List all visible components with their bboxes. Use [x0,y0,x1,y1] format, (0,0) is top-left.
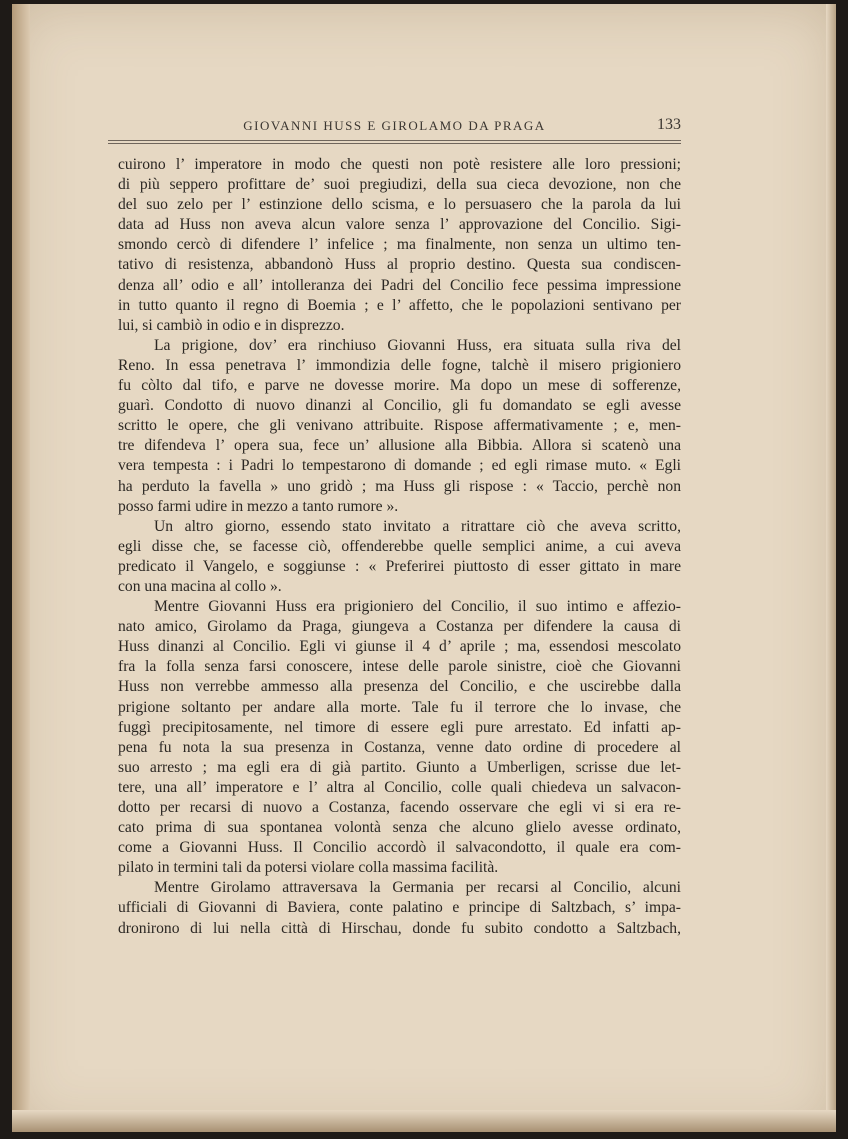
text-line: smondo cercò di difendere l’ infelice ; ma finalmente, non senza un ultimo ten- [118,236,681,254]
text-line: La prigione, dov’ era rinchiuso Giovanni Huss, era situata sulla riva del [154,336,681,354]
text-line: del suo zelo per l’ estinzione dello scisma, e lo persuasero che la parola da lui [118,196,681,214]
text-line: Reno. In essa penetrava l’ immondizia delle fogne, talchè il misero prigioniero [118,356,681,374]
page-spine-shadow [12,4,30,1132]
page-edge [826,4,836,1132]
text-line: fra la folla senza farsi conoscere, intese delle parole sinistre, cioè che Giovanni [118,658,681,676]
text-line: Un altro giorno, essendo stato invitato a ritrattare ciò che aveva scritto, [154,517,681,535]
text-line: cato prima di sua spontanea volontà senza che alcuno glielo avesse ordinato, [118,819,681,837]
text-line: lui, si cambiò in odio e in disprezzo. [118,316,345,334]
text-line: guarì. Condotto di nuovo dinanzi al Concilio, gli fu domandato se egli avesse [118,397,681,415]
text-line: fuggì precipitosamente, nel timore di essere egli pure arrestato. Ed infatti ap- [118,718,681,736]
text-line: tativo di resistenza, abbandonò Huss al proprio destino. Questa sua condiscen- [118,256,681,274]
text-line: con una macina al collo ». [118,577,282,595]
text-line: nato amico, Girolamo da Praga, giungeva a Costanza per difendere la causa di [118,618,681,636]
text-line: prigione soltanto per andare alla morte. Tale fu il terrore che lo invase, che [118,698,681,716]
text-line: dotto per recarsi di nuovo a Costanza, facendo osservare che egli vi si era re- [118,799,681,816]
text-line: vera tempesta : i Padri lo tempestarono di domande ; ed egli rimase muto. « Egli [118,457,681,475]
text-line: ha perduto la favella » uno gridò ; ma Huss gli rispose : « Taccio, perchè non [118,477,681,495]
body-text [118,155,681,939]
text-line: tre difendeva l’ opera sua, fece un’ allusione alla Bibbia. Allora si scatenò una [118,437,681,455]
text-line: dronirono di lui nella città di Hirschau, donde fu subito condotto a Saltzbach, [118,919,681,937]
text-line: egli disse che, se facesse ciò, offenderebbe quelle semplici anime, a cui aveva [118,537,681,555]
text-line: in tutto quanto il regno di Boemia ; e l’ affetto, che le popolazioni sentivano per [118,296,681,314]
text-line: predicato il Vangelo, e soggiunse : « Preferirei piuttosto di esser gittato in mare [118,557,681,575]
text-line: denza all’ odio e all’ intolleranza dei Padri del Concilio fece pessima impressione [118,276,681,294]
text-line: cuirono l’ imperatore in modo che questi non potè resistere alle loro pressioni; [118,156,681,173]
text-line: fu còlto dal tifo, e parve ne dovesse morire. Ma dopo un mese di sofferenze, [118,377,681,395]
page-number: 133 [657,116,681,133]
text-line: pilato in termini tali da potersi violare colla massima facilità. [118,859,499,877]
text-line: pena fu nota la sua presenza in Costanza, venne dato ordine di procedere al [118,738,681,756]
text-line: Huss non verrebbe ammesso alla presenza del Concilio, e che uscirebbe dalla [118,678,681,696]
page-bottom-edge [12,1110,836,1132]
text-line: Mentre Giovanni Huss era prigioniero del Concilio, il suo intimo e affezio- [154,598,681,616]
running-header [108,118,681,140]
text-line: posso farmi udire in mezzo a tanto rumore ». [118,497,399,515]
running-title: GIOVANNI HUSS E GIROLAMO DA PRAGA [243,118,546,133]
text-line: ufficiali di Giovanni di Baviera, conte palatino e principe di Saltzbach, s’ impa- [118,899,681,917]
header-rule-top [108,140,681,141]
header-rule-bottom [108,143,681,144]
text-line: suo arresto ; ma egli era di già partito. Giunto a Umberligen, scrisse due let- [118,758,681,776]
text-line: data ad Huss non aveva alcun valore senza l’ approvazione del Concilio. Sigi- [118,216,681,234]
text-line: Mentre Girolamo attraversava la Germania per recarsi al Concilio, alcuni [154,879,681,897]
text-line: tere, una all’ imperatore e l’ altra al Concilio, colle quali chiedeva un salvacon- [118,778,681,796]
text-line: Huss dinanzi al Concilio. Egli vi giunse il 4 d’ aprile ; ma, essendosi mescolato [118,638,681,656]
text-line: scritto le opere, che gli venivano attribuite. Rispose affermativamente ; e, men- [118,417,681,435]
text-line: come a Giovanni Huss. Il Concilio accordò il salvacondotto, il quale era com- [118,839,681,857]
text-line: di più seppero profittare de’ suoi pregiudizi, della sua cieca devozione, non che [118,176,681,194]
